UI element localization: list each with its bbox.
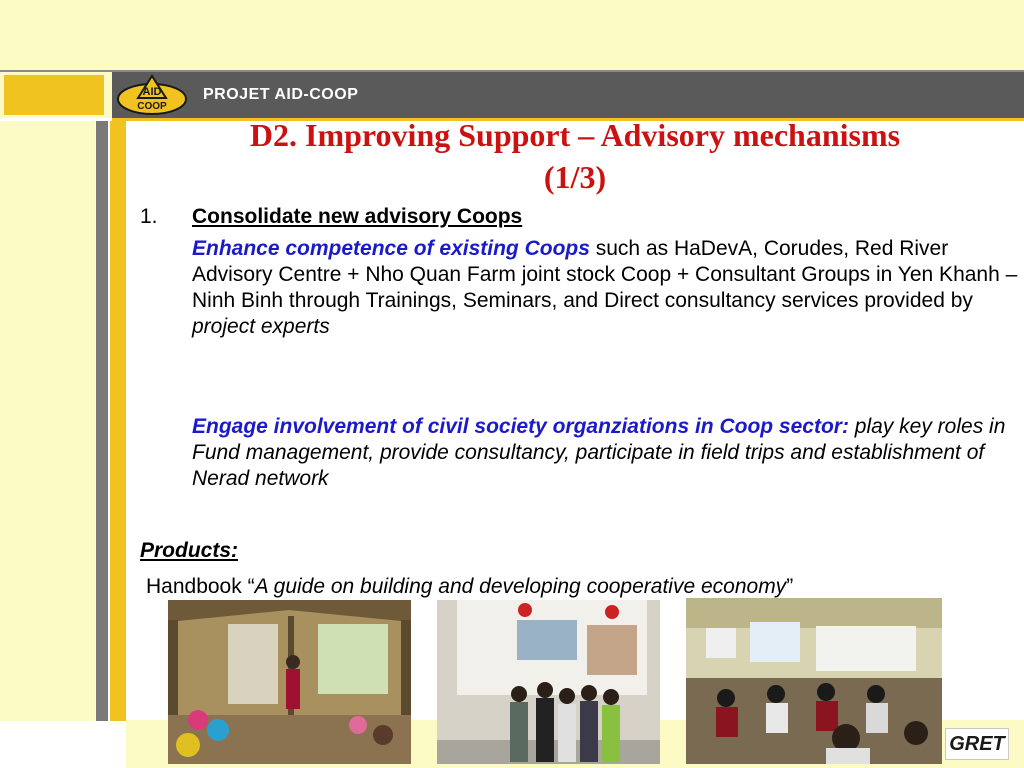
logo-text-top: AID bbox=[142, 86, 162, 98]
photo-seminar-room bbox=[686, 598, 942, 764]
top-banner-band bbox=[0, 0, 1024, 72]
list-heading: Consolidate new advisory Coops bbox=[192, 205, 523, 228]
header-left-panel bbox=[0, 72, 112, 118]
p2-text: play key roles in Fund management, provide consultancy, participate in field trips and establishment of Nerad network bbox=[192, 415, 1006, 490]
title-line2: (1/3) bbox=[543, 159, 607, 195]
left-decor-cream bbox=[0, 121, 95, 721]
photo-training-hut bbox=[168, 600, 411, 764]
left-decor-grey bbox=[96, 121, 108, 721]
aid-coop-logo bbox=[116, 74, 188, 116]
p1-highlight: Enhance competence of existing Coops bbox=[192, 237, 590, 260]
title-prefix: D2. bbox=[249, 117, 298, 153]
handbook-title: A guide on building and developing cooperative economy bbox=[254, 575, 787, 598]
photo-exhibition-group bbox=[437, 600, 660, 764]
paragraph-civil-society bbox=[192, 414, 1022, 492]
title-text: Improving Support – Advisory mechanisms bbox=[297, 117, 901, 153]
handbook-suffix: ” bbox=[786, 575, 794, 598]
logo-text-bottom: COOP bbox=[137, 101, 167, 112]
products-label: Products: bbox=[140, 539, 239, 562]
list-number: 1. bbox=[140, 205, 158, 228]
header-title: PROJET AID-COOP bbox=[203, 86, 359, 103]
p2-highlight: Engage involvement of civil society organziations in Coop sector: bbox=[192, 415, 849, 438]
slide-title bbox=[140, 114, 1010, 198]
handbook-line bbox=[146, 574, 793, 600]
p1-italic: project experts bbox=[192, 315, 330, 338]
paragraph-coops bbox=[192, 236, 1022, 340]
handbook-prefix: Handbook “ bbox=[146, 575, 255, 598]
header-gold-box bbox=[4, 75, 104, 115]
left-decor-gold bbox=[110, 121, 126, 721]
p1-text: such as HaDevA, Corudes, Red River Advisory Centre + Nho Quan Farm joint stock Coop + Consultant Groups in Yen Khanh – Ninh Binh through Trainings, Seminars, and Direct consultancy services provided by bbox=[192, 237, 1018, 312]
gret-logo: GRET bbox=[945, 728, 1009, 760]
